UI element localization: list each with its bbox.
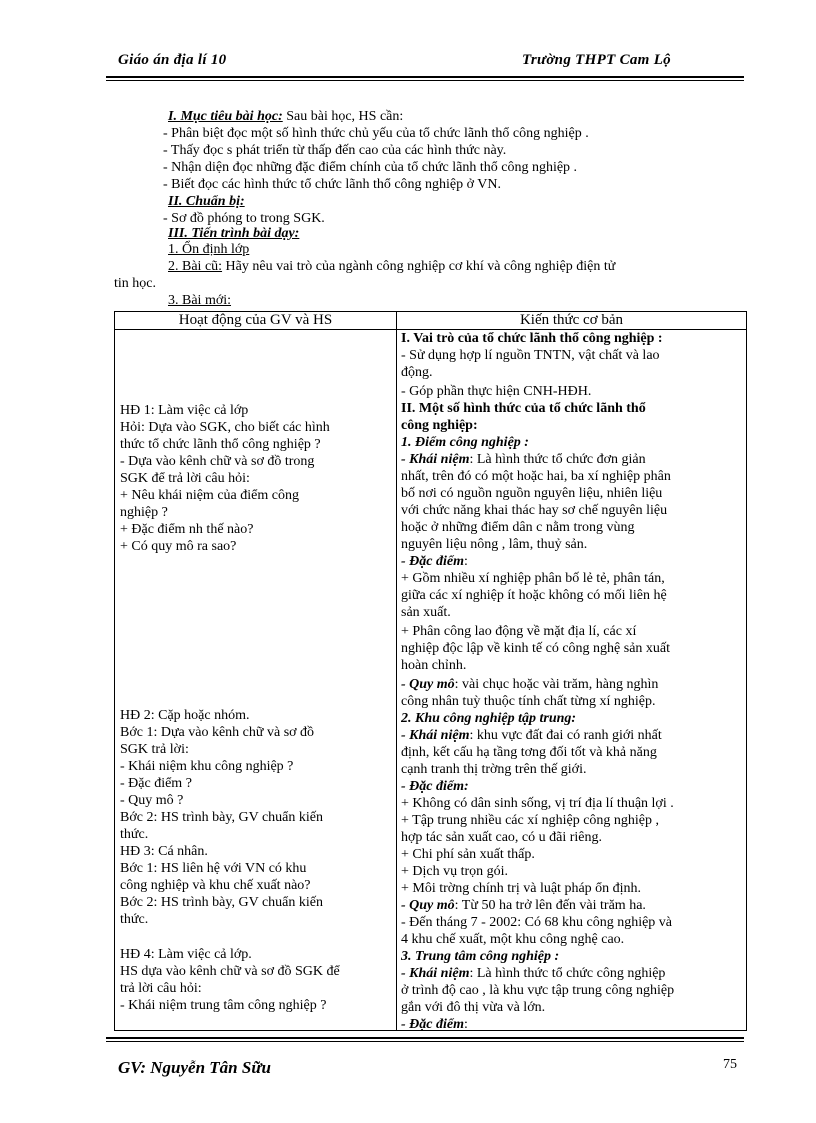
knowledge-cell [397,330,746,1030]
knowledge-text: công nghiệp: [401,418,478,433]
header-rule [106,76,744,78]
intro-heading: 3. Bài mới: [168,293,232,308]
knowledge-line [401,364,742,381]
knowledge-text: hoặc ở những điểm dân c nằm trong vùng [401,520,635,535]
knowledge-line [401,727,742,744]
knowledge-line [401,570,742,587]
intro-line [163,142,506,159]
knowledge-text: II. Một số hình thức của tổ chức lãnh thổ [401,401,646,416]
activity-line: HĐ 2: Cặp hoặc nhóm. [120,708,250,723]
knowledge-text: nguyên liệu nông , lâm, thuỷ sản. [401,537,588,552]
knowledge-line [401,623,742,640]
activity-line: Bớc 1: HS liên hệ với VN có khu [120,861,307,876]
intro-heading: 1. Ổn định lớp [168,242,250,257]
knowledge-text: + Tập trung nhiều các xí nghiệp công nghiệp , [401,813,660,828]
intro-text: - Phân biệt đọc một số hình thức chủ yếu của tổ chức lãnh thổ công nghiệp . [163,126,589,141]
knowledge-line [401,383,742,400]
knowledge-text: định, kết cấu hạ tầng tơng đối tốt và khả năng [401,745,657,760]
intro-heading: I. Mục tiêu bài học: [168,109,283,124]
knowledge-line [401,693,742,710]
intro-heading: 2. Bài cũ: [168,259,223,274]
activity-line: Bớc 1: Dựa vào kênh chữ và sơ đồ [120,725,315,740]
knowledge-line [401,880,742,897]
knowledge-line [401,710,742,727]
knowledge-line [401,829,742,846]
knowledge-keyword: - Đặc điểm [401,554,464,569]
knowledge-text: nghiệp độc lập về kinh tế có công nghệ sản xuất [401,641,671,656]
activity-line: thức. [120,912,149,927]
knowledge-text: giữa các xí nghiệp ít hoặc không có mối liên hệ [401,588,667,603]
footer-rule [106,1037,744,1039]
knowledge-line [401,657,742,674]
intro-text: - Nhận diện đọc những đặc điểm chính của tổ chức lãnh thổ công nghiệp . [163,160,578,175]
column-header-activities: Hoạt động của GV và HS [115,312,397,330]
knowledge-text: công nhân tuỳ thuộc tính chất từng xí nghiệp. [401,694,656,709]
knowledge-text: 3. Trung tâm công nghiệp : [401,949,560,964]
knowledge-text: ở trình độ cao , là khu vực tập trung công nghiệp [401,983,675,998]
activity-line: nghiệp ? [120,505,168,520]
lesson-table [114,311,747,1031]
intro-line [163,125,589,142]
activity-line: HĐ 1: Làm việc cả lớp [120,403,249,418]
knowledge-line [401,502,742,519]
activity-line: thức tổ chức lãnh thổ công nghiệp ? [120,437,321,452]
knowledge-text: bố nơi có nguồn nguồn nguyên liệu, nhiên liệu [401,486,663,501]
activity-line: + Nêu khái niệm của điểm công [120,488,299,503]
knowledge-text: : vài chục hoặc vài trăm, hàng nghìn [454,677,659,692]
knowledge-line [401,468,742,485]
intro-line [163,176,501,193]
knowledge-line [401,485,742,502]
knowledge-line [401,676,742,693]
activity-line: Hỏi: Dựa vào SGK, cho biết các hình [120,420,330,435]
knowledge-text: + Không có dân sinh sống, vị trí địa lí thuận lợi . [401,796,674,811]
intro-heading: II. Chuẩn bị: [168,194,245,209]
knowledge-line [401,914,742,931]
activity-line: SGK trả lời: [120,742,189,757]
knowledge-line [401,999,742,1016]
intro-line [168,258,615,275]
knowledge-text: + Dịch vụ trọn gói. [401,864,509,879]
knowledge-line [401,761,742,778]
knowledge-text: - Sử dụng hợp lí nguồn TNTN, vật chất và lao [401,348,660,363]
knowledge-line [401,536,742,553]
activity-line: HĐ 4: Làm việc cả lớp. [120,947,252,962]
knowledge-text: - Góp phần thực hiện CNH-HĐH. [401,384,592,399]
knowledge-text: 1. Điểm công nghiệp : [401,435,529,450]
knowledge-keyword: - Đặc điểm [401,1017,464,1032]
intro-line [168,225,299,242]
knowledge-text: sản xuất. [401,605,451,620]
intro-heading: III. Tiến trình bài dạy: [168,226,300,241]
knowledge-line [401,948,742,965]
knowledge-text: : Là hình thức tổ chức đơn giản [469,452,646,467]
knowledge-line [401,744,742,761]
knowledge-line [401,417,742,434]
intro-text: tin học. [114,276,156,291]
knowledge-line [401,846,742,863]
knowledge-line [401,812,742,829]
knowledge-line [401,965,742,982]
activities-cell [115,330,396,1030]
knowledge-line [401,330,742,347]
knowledge-keyword: - Quy mô [401,677,455,692]
knowledge-line [401,640,742,657]
knowledge-text: + Chi phí sản xuất thấp. [401,847,535,862]
knowledge-line [401,434,742,451]
knowledge-text: 2. Khu công nghiệp tập trung: [401,711,577,726]
header-left: Giáo án địa lí 10 [118,52,227,68]
knowledge-keyword: - Khái niệm [401,452,470,467]
activity-line: - Khái niệm trung tâm công nghiệp ? [120,998,327,1013]
activity-line: công nghiệp và khu chế xuất nào? [120,878,311,893]
activity-line: - Đặc điểm ? [120,776,192,791]
header-rule-thin [106,80,744,81]
knowledge-line [401,863,742,880]
knowledge-text: : khu vực đất đai có ranh giới nhất [469,728,662,743]
footer-rule-thin [106,1041,744,1042]
knowledge-line [401,795,742,812]
knowledge-text: hợp tác sản xuất cao, có u đãi riêng. [401,830,602,845]
intro-line [168,241,249,258]
activity-line: HĐ 3: Cá nhân. [120,844,208,859]
intro-text: Sau bài học, HS cần: [282,109,404,124]
intro-text: - Sơ đồ phóng to trong SGK. [163,211,325,226]
knowledge-line [401,982,742,999]
intro-line [168,108,403,125]
knowledge-line [401,553,742,570]
intro-text: - Thấy đọc s phát triển từ thấp đến cao của các hình thức này. [163,143,507,158]
activity-line: - Dựa vào kênh chữ và sơ đồ trong [120,454,315,469]
knowledge-line [401,604,742,621]
activity-line: + Đặc điểm nh thế nào? [120,522,254,537]
intro-text: - Biết đọc các hình thức tổ chức lãnh thổ công nghiệp ở VN. [163,177,502,192]
knowledge-keyword: - Quy mô [401,898,455,913]
knowledge-text: gắn với đô thị vừa và lớn. [401,1000,546,1015]
knowledge-line [401,778,742,795]
activity-line: thức. [120,827,149,842]
knowledge-text: 4 khu chế xuất, một khu công nghệ cao. [401,932,625,947]
knowledge-text: cạnh tranh thị trờng trên thế giới. [401,762,587,777]
knowledge-text: + Môi trờng chính trị và luật pháp ổn định. [401,881,642,896]
knowledge-keyword: - Khái niệm [401,966,470,981]
knowledge-line [401,519,742,536]
knowledge-text: : Là hình thức tổ chức công nghiệp [469,966,666,981]
activity-line: - Khái niệm khu công nghiệp ? [120,759,294,774]
knowledge-text: động. [401,365,433,380]
intro-text: Hãy nêu vai trò của ngành công nghiệp cơ khí và công nghiệp điện tử [222,259,616,274]
knowledge-text: : [463,1017,468,1032]
knowledge-text: + Gồm nhiều xí nghiệp phân bố lẻ tẻ, phân tán, [401,571,665,586]
activity-line: trả lời câu hỏi: [120,981,202,996]
activity-line: - Quy mô ? [120,793,184,808]
knowledge-line [401,587,742,604]
activity-line: Bớc 2: HS trình bày, GV chuẩn kiến [120,810,323,825]
knowledge-line [401,400,742,417]
knowledge-text: : [463,554,468,569]
knowledge-line [401,931,742,948]
knowledge-keyword: - Khái niệm [401,728,470,743]
activity-line: + Có quy mô ra sao? [120,539,237,554]
knowledge-text: - Đến tháng 7 - 2002: Có 68 khu công nghiệp và [401,915,673,930]
knowledge-line [401,347,742,364]
knowledge-text: nhất, trên đó có một hoặc hai, ba xí nghiệp phân [401,469,671,484]
knowledge-text: + Phân công lao động về mặt địa lí, các xí [401,624,637,639]
column-header-knowledge: Kiến thức cơ bản [397,312,747,330]
activity-line: SGK để trả lời câu hỏi: [120,471,250,486]
author-name: GV: Nguyễn Tân Sữu [118,1058,271,1077]
intro-line [168,292,231,309]
intro-line [168,193,245,210]
knowledge-text: : Từ 50 ha trở lên đến vài trăm ha. [454,898,646,913]
knowledge-text: với chức năng khai thác hay sơ chế nguyên liệu [401,503,668,518]
page-number: 75 [723,1057,737,1072]
knowledge-text: I. Vai trò của tổ chức lãnh thổ công nghiệp : [401,331,663,346]
knowledge-line [401,897,742,914]
intro-line [163,159,577,176]
activity-line: Bớc 2: HS trình bày, GV chuẩn kiến [120,895,323,910]
knowledge-keyword: - Đặc điểm: [401,779,469,794]
knowledge-line [401,1016,742,1033]
header-right: Trường THPT Cam Lộ [522,52,671,68]
knowledge-text: hoàn chỉnh. [401,658,467,673]
intro-line [114,275,156,292]
knowledge-line [401,451,742,468]
activity-line: HS dựa vào kênh chữ và sơ đồ SGK để [120,964,340,979]
